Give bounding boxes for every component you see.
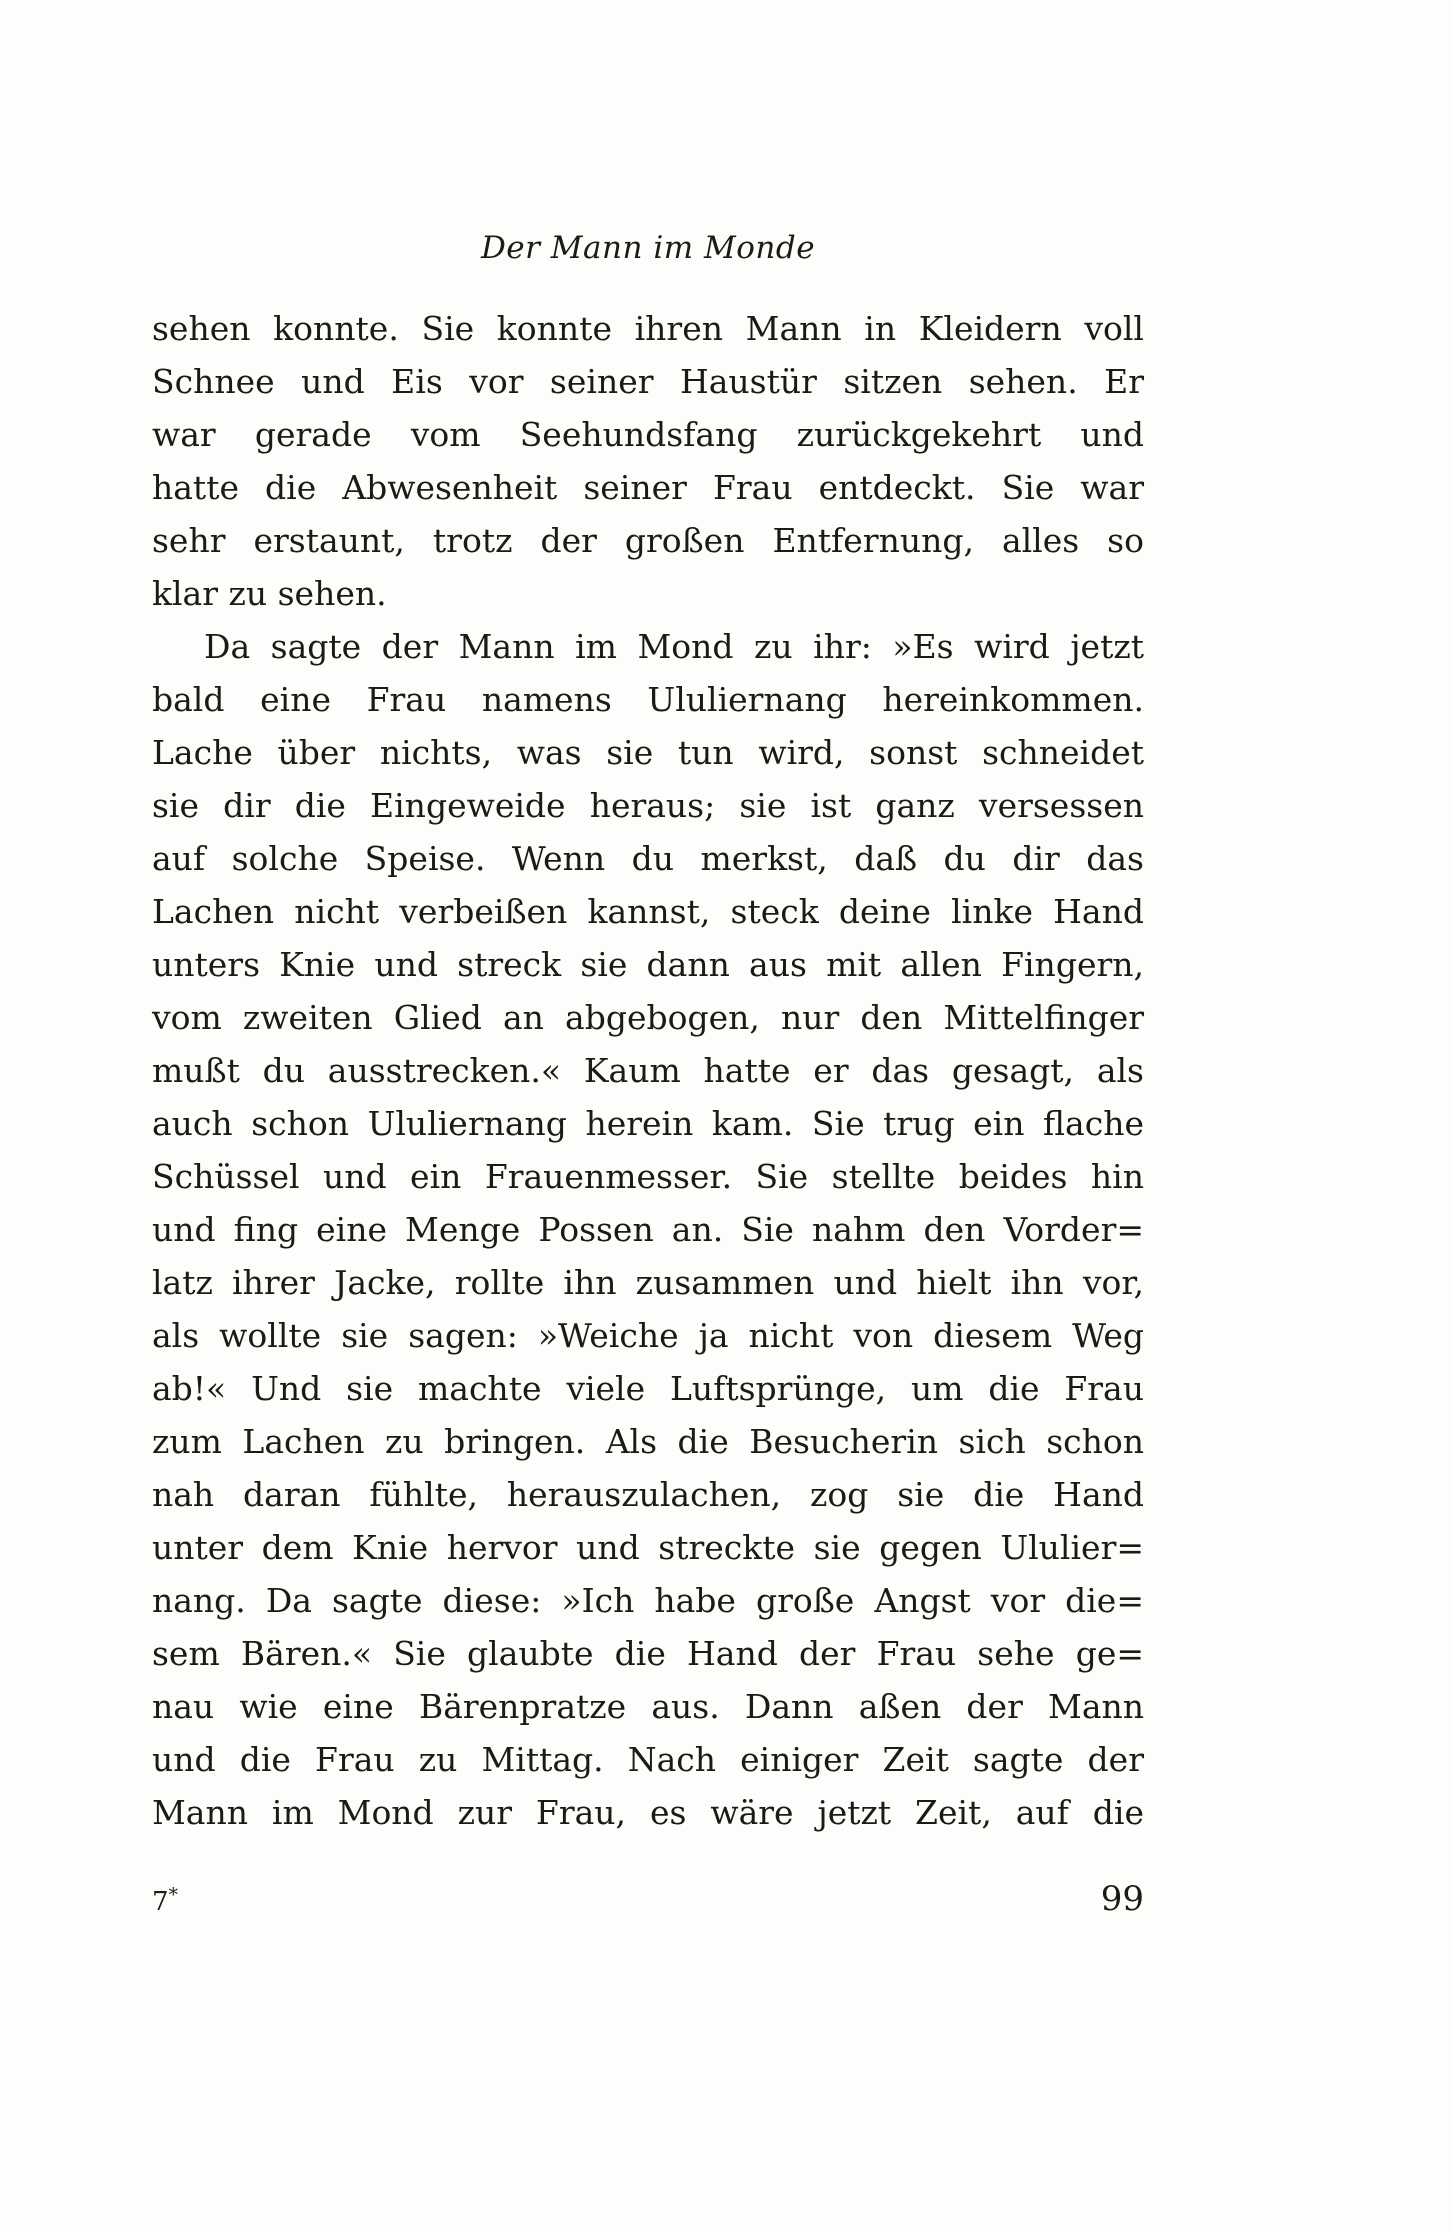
text-line: nang. Da sagte diese: »Ich habe große Angst vor die= <box>152 1581 1144 1620</box>
text-line: vom zweiten Glied an abgebogen, nur den Mittelfinger <box>152 998 1144 1037</box>
signature-star: * <box>168 1884 179 1906</box>
text-line: Da sagte der Mann im Mond zu ihr: »Es wird jetzt <box>204 627 1144 666</box>
text-line: sehr erstaunt, trotz der großen Entfernung, alles so <box>152 521 1144 560</box>
text-line: als wollte sie sagen: »Weiche ja nicht von diesem Weg <box>152 1316 1144 1355</box>
text-line: unter dem Knie hervor und streckte sie gegen Ululier= <box>152 1528 1144 1567</box>
text-line: nau wie eine Bärenpratze aus. Dann aßen der Mann <box>152 1687 1144 1726</box>
text-line: zum Lachen zu bringen. Als die Besucherin sich schon <box>152 1422 1144 1461</box>
text-line: auch schon Ululiernang herein kam. Sie trug ein flache <box>152 1104 1144 1143</box>
page-number: 99 <box>1100 1879 1144 1919</box>
running-header: Der Mann im Monde <box>480 230 816 266</box>
page-footer <box>152 1869 1144 1929</box>
text-line: ab!« Und sie machte viele Luftsprünge, um die Frau <box>152 1369 1144 1408</box>
paragraph <box>152 620 1144 1839</box>
text-line: klar zu sehen. <box>152 574 387 613</box>
text-line: Lache über nichts, was sie tun wird, sonst schneidet <box>152 733 1144 772</box>
text-line: sie dir die Eingeweide heraus; sie ist ganz versessen <box>152 786 1144 825</box>
text-line: mußt du ausstrecken.« Kaum hatte er das gesagt, als <box>152 1051 1144 1090</box>
text-line: Mann im Mond zur Frau, es wäre jetzt Zeit, auf die <box>152 1793 1144 1832</box>
text-line: und die Frau zu Mittag. Nach einiger Zeit sagte der <box>152 1740 1144 1779</box>
text-line: sehen konnte. Sie konnte ihren Mann in Kleidern voll <box>152 309 1144 348</box>
text-line: Lachen nicht verbeißen kannst, steck deine linke Hand <box>152 892 1144 931</box>
text-line: nah daran fühlte, herauszulachen, zog sie die Hand <box>152 1475 1144 1514</box>
text-block <box>152 228 1144 1929</box>
text-line: unters Knie und streck sie dann aus mit allen Fingern, <box>152 945 1144 984</box>
text-line: Schüssel und ein Frauenmesser. Sie stellte beides hin <box>152 1157 1144 1196</box>
text-line: latz ihrer Jacke, rollte ihn zusammen und hielt ihn vor, <box>152 1263 1144 1302</box>
text-line: war gerade vom Seehundsfang zurückgekehrt und <box>152 415 1144 454</box>
text-line: und fing eine Menge Possen an. Sie nahm den Vorder= <box>152 1210 1144 1249</box>
text-line: auf solche Speise. Wenn du merkst, daß du dir das <box>152 839 1144 878</box>
text-line: bald eine Frau namens Ululiernang hereinkommen. <box>152 680 1144 719</box>
text-line: Schnee und Eis vor seiner Haustür sitzen sehen. Er <box>152 362 1144 401</box>
signature-mark: 7* <box>152 1884 179 1917</box>
text-line: hatte die Abwesenheit seiner Frau entdeckt. Sie war <box>152 468 1144 507</box>
text-line: sem Bären.« Sie glaubte die Hand der Frau sehe ge= <box>152 1634 1144 1673</box>
paragraph <box>152 302 1144 620</box>
